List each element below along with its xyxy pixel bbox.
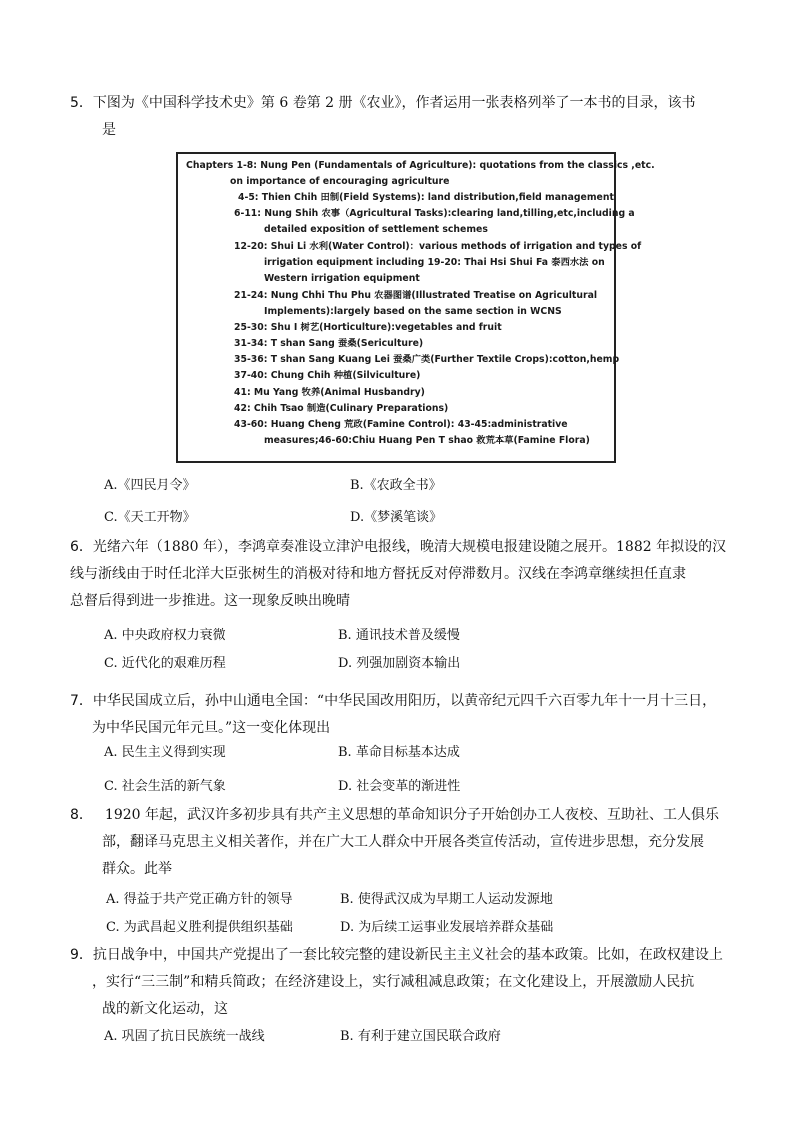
- option-a: A. 中央政府权力衰微: [104, 628, 226, 643]
- question-number: 6．: [70, 539, 93, 555]
- option-c: C. 社会生活的新气象: [104, 779, 226, 794]
- toc-line: 43-60: Huang Cheng 荒政(Famine Control): 43-45:administrative: [234, 419, 568, 430]
- option-c: C. 近代化的艰难历程: [104, 656, 226, 671]
- toc-line: Chapters 1-8: Nung Pen (Fundamentals of Agriculture): quotations from the classics ,etc.: [186, 160, 655, 171]
- toc-line: 35-36: T shan Sang Kuang Lei 蚕桑广类(Further Textile Crops):cotton,hemp: [234, 354, 620, 365]
- question-stem-cont: 部，翻译马克思主义相关著作，并在广大工人群众中开展各类宣传活动，宣传进步思想，充分发展: [102, 834, 704, 850]
- toc-line: 4-5: Thien Chih 田制(Field Systems): land distribution,field management: [238, 192, 614, 203]
- question-9: [70, 942, 730, 1023]
- toc-line: 12-20: Shui Li 水利(Water Control)：various methods of irrigation and types of: [234, 241, 642, 252]
- toc-line: irrigation equipment including 19-20: Thai Hsi Shui Fa 泰西水法 on: [264, 257, 605, 268]
- toc-line: Western irrigation equipment: [264, 273, 420, 284]
- question-number: 5．: [70, 95, 93, 111]
- option-a: A. 得益于共产党正确方针的领导: [106, 892, 293, 907]
- question-number: 9．: [70, 947, 93, 963]
- book-contents-table: [176, 152, 655, 463]
- option-d: D. 社会变革的渐进性: [338, 779, 461, 794]
- toc-line: Implements):largely based on the same section in WCNS: [264, 306, 562, 317]
- question-number: 8．: [70, 807, 93, 823]
- question-stem: 中华民国成立后，孙中山通电全国：“中华民国改用阳历，以黄帝纪元四千六百零九年十一月十三日，: [92, 693, 717, 709]
- toc-line: 21-24: Nung Chhi Thu Phu 农器图谱(Illustrated Treatise on Agricultural: [234, 290, 598, 301]
- question-stem-cont: 总督后得到进一步推进。这一现象反映出晚晴: [70, 593, 350, 609]
- option-d: D. 列强加剧资本输出: [338, 656, 461, 671]
- toc-line: 6-11: Nung Shih 农事（Agricultural Tasks):clearing land,tilling,etc,including a: [234, 208, 635, 219]
- toc-line: 31-34: T shan Sang 蚕桑(Sericulture): [234, 338, 424, 349]
- toc-line: 41: Mu Yang 牧养(Animal Husbandry): [234, 387, 425, 398]
- toc-line: detailed exposition of settlement schemes: [264, 224, 488, 235]
- toc-line: 37-40: Chung Chih 种植(Silviculture): [234, 370, 421, 381]
- option-b: B. 有利于建立国民联合政府: [340, 1029, 501, 1044]
- option-d: D.《梦溪笔谈》: [350, 510, 443, 525]
- option-b: B. 革命目标基本达成: [338, 745, 460, 760]
- toc-line: 42: Chih Tsao 制造(Culinary Preparations): [234, 403, 449, 414]
- question-5: [70, 90, 730, 144]
- option-a: A. 民生主义得到实现: [104, 745, 226, 760]
- toc-line: on importance of encouraging agriculture: [230, 176, 450, 187]
- question-stem: 1920 年起，武汉许多初步具有共产主义思想的革命知识分子开始创办工人夜校、互助社、工人俱乐: [104, 807, 719, 823]
- question-stem: 抗日战争中，中国共产党提出了一套比较完整的建设新民主主义社会的基本政策。比如，在政权建设上: [92, 947, 723, 963]
- question-6: [70, 534, 730, 615]
- question-stem-cont: 战的新文化运动，这: [102, 1001, 228, 1017]
- option-b: B. 通讯技术普及缓慢: [338, 628, 460, 643]
- question-stem-cont: 为中华民国元年元旦。”这一变化体现出: [92, 720, 331, 736]
- option-c: C.《天工开物》: [104, 510, 196, 525]
- toc-line: measures;46-60:Chiu Huang Pen T shao 救荒本草(Famine Flora): [264, 435, 590, 446]
- question-number: 7．: [70, 693, 93, 709]
- toc-line: 25-30: Shu I 树艺(Horticulture):vegetables and fruit: [234, 322, 502, 333]
- option-b: B. 使得武汉成为早期工人运动发源地: [340, 892, 553, 907]
- question-stem-cont: ，实行“三三制”和精兵简政；在经济建设上，实行减租减息政策；在文化建设上，开展激励人民抗: [92, 974, 695, 990]
- question-stem-cont: 是: [102, 122, 116, 138]
- option-b: B.《农政全书》: [350, 478, 442, 493]
- option-c: C. 为武昌起义胜利提供组织基础: [106, 920, 293, 935]
- question-stem-cont: 线与浙线由于时任北洋大臣张树生的消极对待和地方督抚反对停滞数月。汉线在李鸿章继续担任直隶: [70, 566, 686, 582]
- option-d: D. 为后续工运事业发展培养群众基础: [340, 920, 554, 935]
- option-a: A.《四民月令》: [104, 478, 196, 493]
- question-8: [70, 802, 730, 883]
- option-a: A. 巩固了抗日民族统一战线: [104, 1029, 265, 1044]
- question-stem: 光绪六年（1880 年），李鸿章奏准设立津沪电报线，晚清大规模电报建设随之展开。1882 年拟设的汉: [92, 539, 727, 555]
- question-7: [70, 688, 730, 742]
- question-stem-cont: 群众。此举: [102, 861, 172, 877]
- question-stem: 下图为《中国科学技术史》第 6 卷第 2 册《农业》，作者运用一张表格列举了一本书的目录，该书: [92, 95, 696, 111]
